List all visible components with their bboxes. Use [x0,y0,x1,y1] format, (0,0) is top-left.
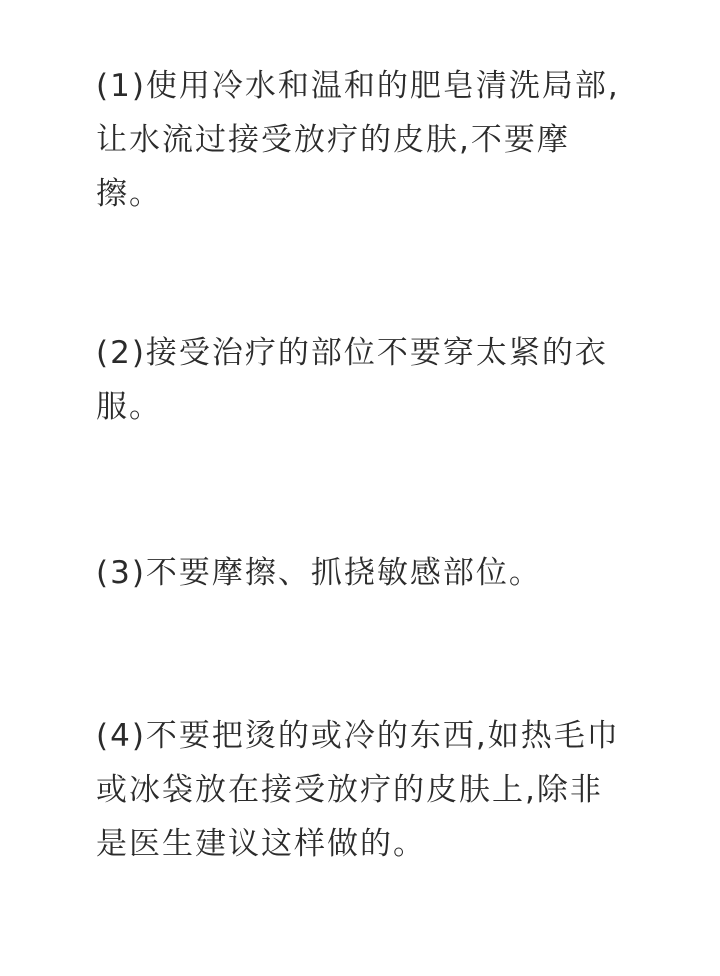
instruction-line: 擦。 [96,176,162,212]
instruction-item-1 [96,59,636,221]
instruction-line: 是医生建议这样做的。 [96,826,426,862]
instruction-line: 让水流过接受放疗的皮肤,不要摩 [96,122,570,158]
instruction-line: (1)使用冷水和温和的肥皂清洗局部, [96,68,620,104]
instruction-line: 或冰袋放在接受放疗的皮肤上,除非 [96,772,603,808]
instruction-item-4 [96,709,636,871]
instruction-item-3 [96,546,636,600]
instruction-item-2 [96,326,636,434]
instruction-line: 服。 [96,389,162,425]
instruction-line: (2)接受治疗的部位不要穿太紧的衣 [96,335,608,371]
instruction-line: (4)不要把烫的或冷的东西,如热毛巾 [96,718,620,754]
instruction-line: (3)不要摩擦、抓挠敏感部位。 [96,555,542,591]
